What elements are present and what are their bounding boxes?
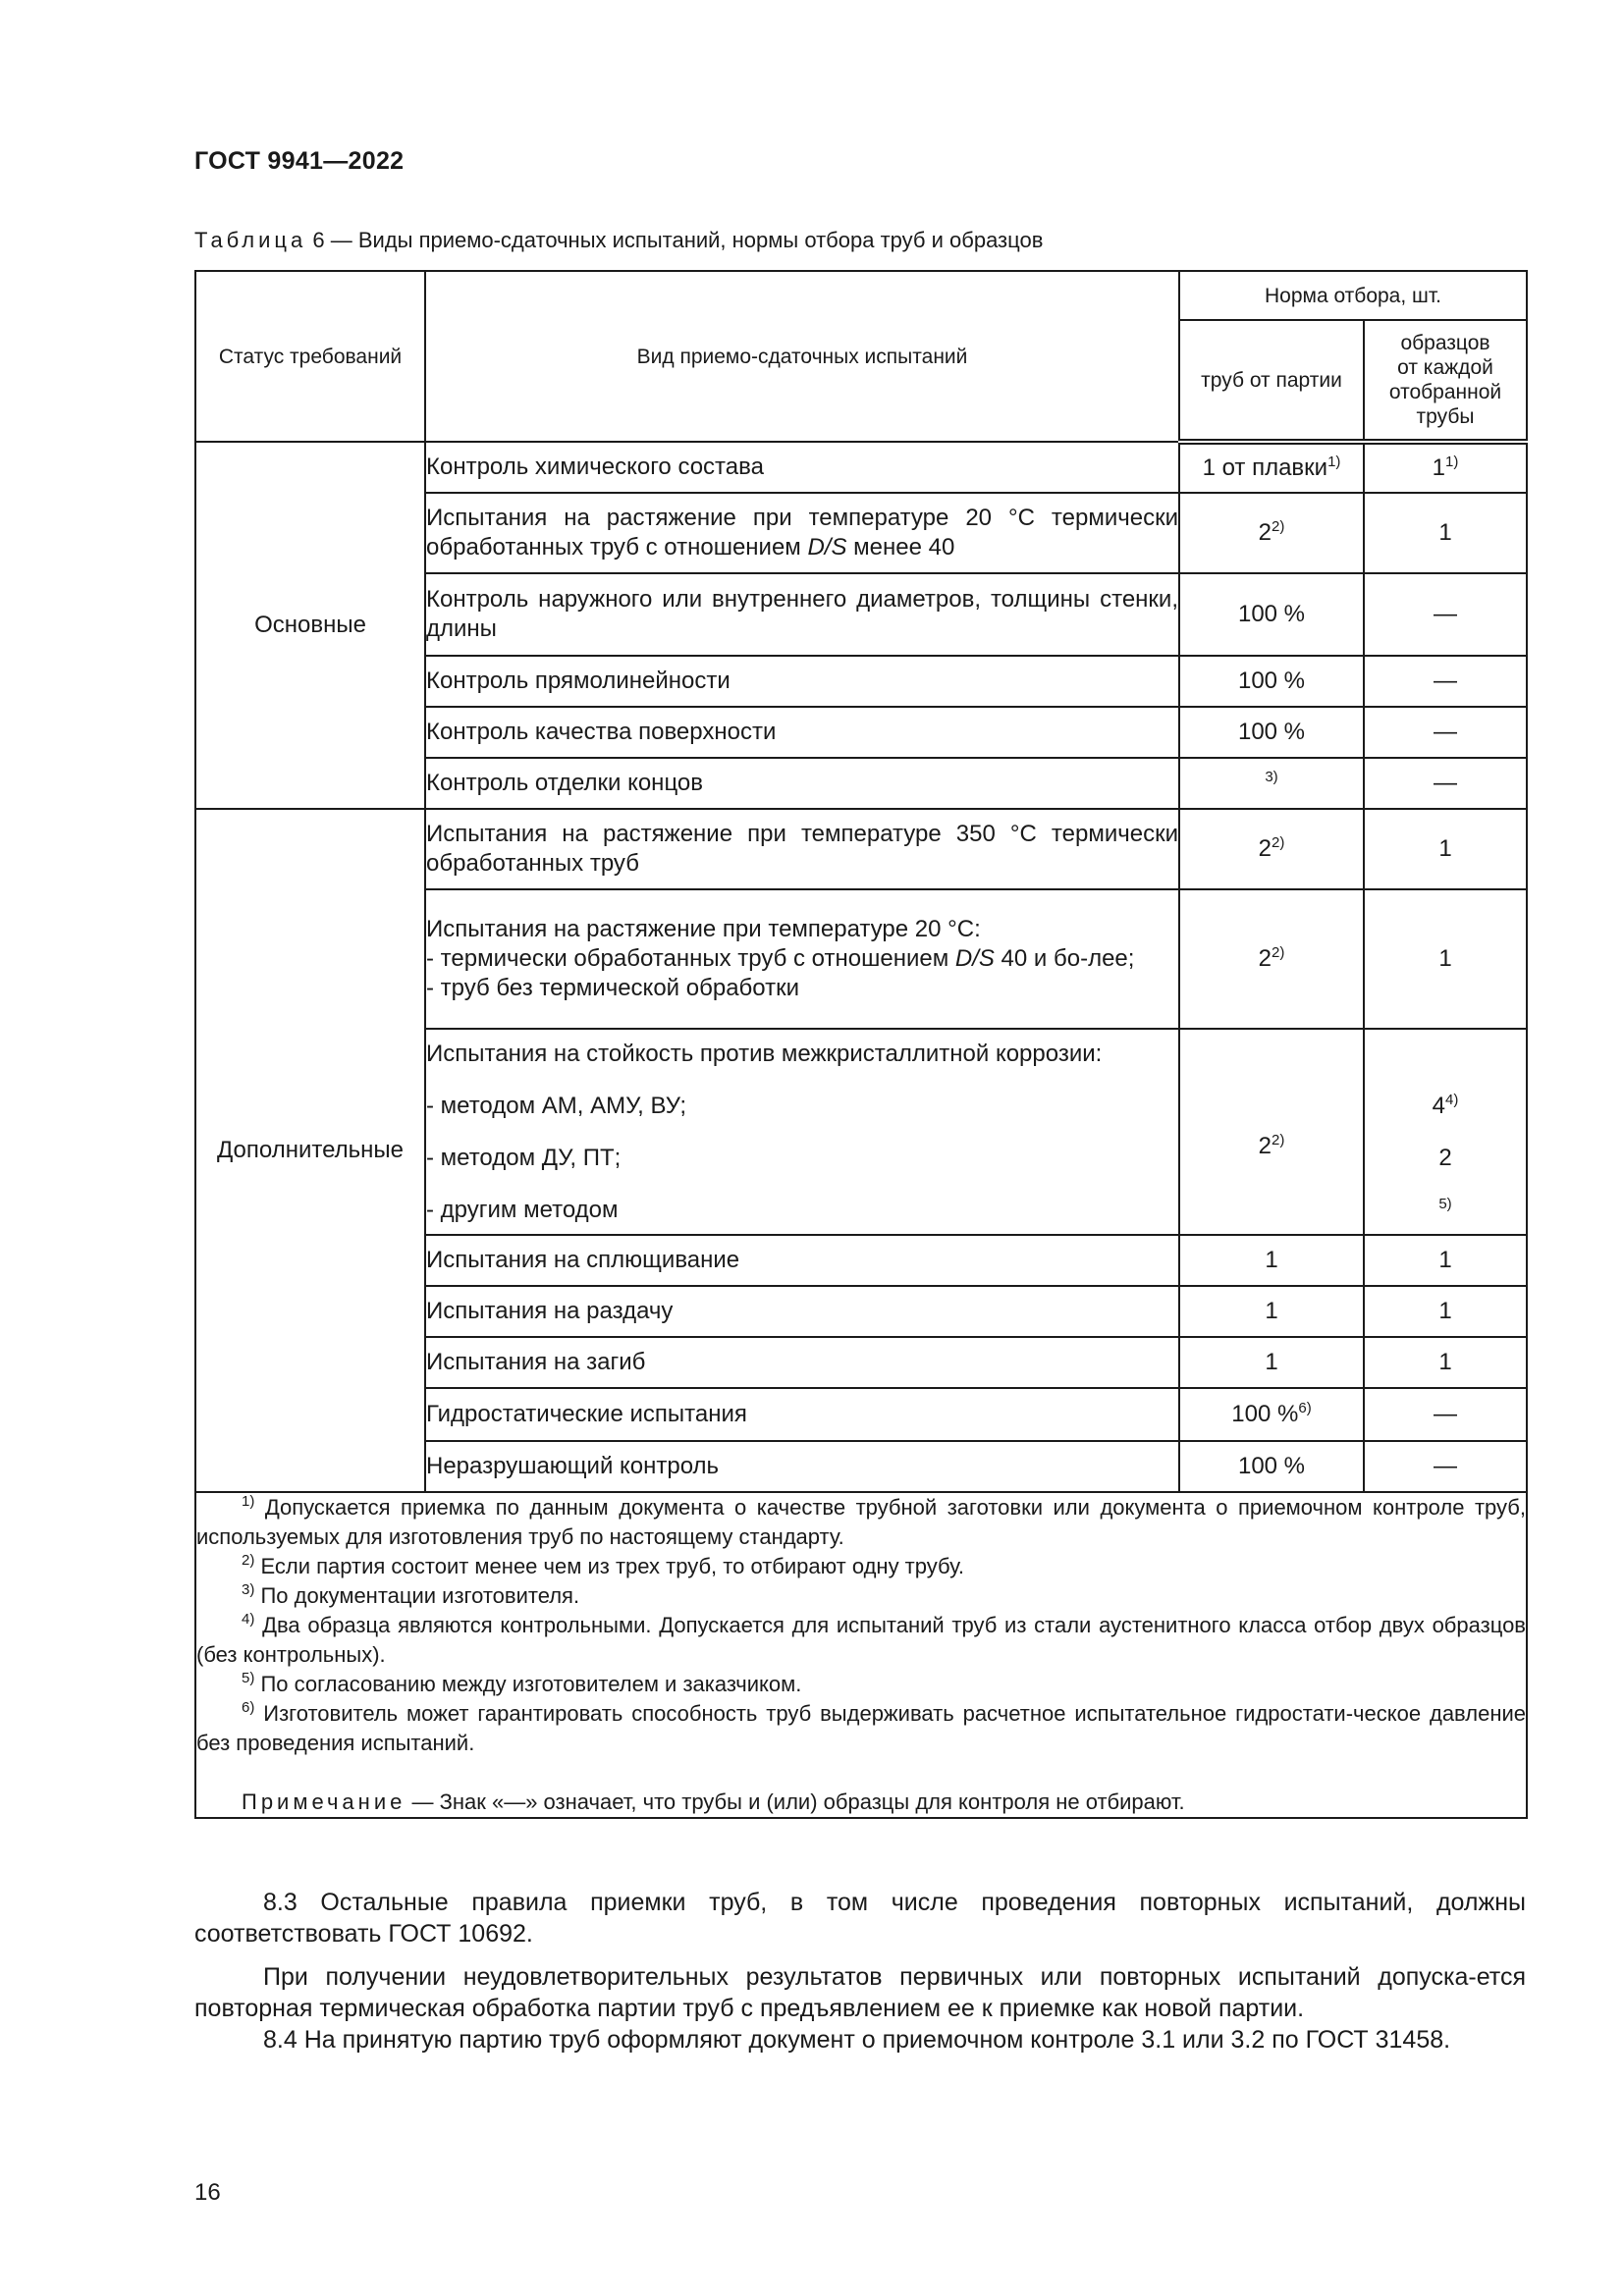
- samples-cell: 1: [1364, 1337, 1527, 1388]
- footnote: $^{4)}$ Два образца являются контрольными. Допускается для испытаний труб из стали аустенитного класса отбор двух образцов (без контрольных).: [196, 1611, 1526, 1667]
- paragraph: 8.3 Остальные правила приемки труб, в том числе проведения повторных испытаний, должны соответствовать ГОСТ 10692.: [194, 1889, 1526, 1948]
- pipes-cell: 1: [1179, 1337, 1364, 1388]
- samples-cell: —: [1364, 1441, 1527, 1492]
- footnote: $^{5)}$ По согласованию между изготовителем и заказчиком.: [242, 1670, 802, 1696]
- samples-cell: —: [1364, 656, 1527, 707]
- table-caption-prefix: Таблица: [194, 228, 307, 252]
- pipes-cell: 1: [1179, 1286, 1364, 1337]
- table-caption-text: 6 — Виды приемо-сдаточных испытаний, нормы отбора труб и образцов: [306, 228, 1044, 252]
- samples-cell: 1: [1364, 1235, 1527, 1286]
- header-samples-per-pipe: образцов от каждой отобранной трубы: [1364, 320, 1527, 442]
- test-kind-cell: Испытания на растяжение при температуре 20 °С термически обработанных труб с отношением D/S менее 40: [425, 493, 1179, 573]
- test-kind-cell: Испытания на растяжение при температуре 350 °С термически обработанных труб: [425, 809, 1179, 889]
- test-kind-cell: Испытания на растяжение при температуре 20 °С: - термически обработанных труб с отношением D/S 40 и бо-лее; - труб без термической обработки: [425, 889, 1179, 1029]
- footnotes-row: [195, 1492, 1527, 1818]
- footnote: $^{3)}$ По документации изготовителя.: [242, 1581, 580, 1608]
- pipes-cell: 3): [1179, 758, 1364, 809]
- header-status: Статус требований: [195, 271, 425, 442]
- samples-cell: 1$^{1)}$: [1364, 442, 1527, 493]
- footnote: $^{1)}$ Допускается приемка по данным документа о качестве трубной заготовки или документа о приемочном контроле труб, используемых для изготовления труб по настоящему стандарту.: [196, 1493, 1526, 1549]
- test-kind-cell: Неразрушающий контроль: [425, 1441, 1179, 1492]
- table-note: Примечание — Знак «—» означает, что трубы и (или) образцы для контроля не отбирают.: [242, 1789, 1185, 1814]
- pipes-cell: 100 %: [1179, 573, 1364, 656]
- acceptance-tests-table: [194, 270, 1528, 1819]
- group-basic: Основные: [195, 442, 425, 809]
- samples-cell: 1: [1364, 809, 1527, 889]
- test-kind-cell: Контроль химического состава: [425, 442, 1179, 493]
- document-header: ГОСТ 9941—2022: [194, 147, 405, 175]
- test-kind-cell: Испытания на раздачу: [425, 1286, 1179, 1337]
- test-kind-cell: Испытания на сплющивание: [425, 1235, 1179, 1286]
- header-test-kind: Вид приемо-сдаточных испытаний: [425, 271, 1179, 442]
- body-paragraphs: [194, 1887, 1526, 2056]
- table-row: [195, 809, 1527, 889]
- pipes-cell: 100 %: [1179, 656, 1364, 707]
- paragraph: 8.4 На принятую партию труб оформляют документ о приемочном контроле 3.1 или 3.2 по ГОСТ 31458.: [263, 2026, 1451, 2054]
- pipes-cell: 2$^{2)}$: [1179, 809, 1364, 889]
- header-sampling-norm: Норма отбора, шт.: [1179, 271, 1527, 320]
- samples-cell: —: [1364, 758, 1527, 809]
- samples-cell: —: [1364, 1388, 1527, 1441]
- table-row: [195, 442, 1527, 493]
- header-pipes-per-lot: труб от партии: [1179, 320, 1364, 442]
- test-kind-cell: Контроль наружного или внутреннего диаметров, толщины стенки, длины: [425, 573, 1179, 656]
- samples-cell: 1: [1364, 1286, 1527, 1337]
- test-kind-cell: Гидростатические испытания: [425, 1388, 1179, 1441]
- pipes-cell: 100 %: [1179, 1441, 1364, 1492]
- test-kind-cell: Испытания на стойкость против межкристаллитной коррозии: - методом АМ, АМУ, ВУ; - методом ДУ, ПТ; - другим методом: [425, 1029, 1179, 1235]
- group-additional: Дополнительные: [195, 809, 425, 1492]
- test-kind-cell: Контроль отделки концов: [425, 758, 1179, 809]
- pipes-cell: 1: [1179, 1235, 1364, 1286]
- test-kind-cell: Контроль прямолинейности: [425, 656, 1179, 707]
- pipes-cell: 2$^{2)}$: [1179, 889, 1364, 1029]
- samples-cell: 1: [1364, 493, 1527, 573]
- test-kind-cell: Испытания на загиб: [425, 1337, 1179, 1388]
- pipes-cell: 2$^{2)}$: [1179, 493, 1364, 573]
- pipes-cell: 2$^{2)}$: [1179, 1029, 1364, 1235]
- test-kind-cell: Контроль качества поверхности: [425, 707, 1179, 758]
- samples-cell: —: [1364, 573, 1527, 656]
- page-number: 16: [194, 2179, 221, 2206]
- pipes-cell: 1 от плавки$^{1)}$: [1179, 442, 1364, 493]
- table-header-row: [195, 271, 1527, 320]
- paragraph: При получении неудовлетворительных результатов первичных или повторных испытаний допуска-ется повторная термическая обработка партии труб с предъявлением ее к приемке как новой партии.: [194, 1963, 1526, 2022]
- samples-cell: 1: [1364, 889, 1527, 1029]
- footnote: $^{6)}$ Изготовитель может гарантировать способность труб выдерживать расчетное испытательное гидростати-ческое давление без проведения испытаний.: [196, 1699, 1526, 1755]
- samples-cell: 4$^{4)}$ 2 $^{5)}$: [1364, 1029, 1527, 1235]
- pipes-cell: 100 %: [1179, 707, 1364, 758]
- samples-cell: —: [1364, 707, 1527, 758]
- footnotes-cell: [195, 1492, 1527, 1818]
- footnote: $^{2)}$ Если партия состоит менее чем из трех труб, то отбирают одну трубу.: [242, 1552, 965, 1578]
- pipes-cell: 100 %$^{6)}$: [1179, 1388, 1364, 1441]
- table-caption: [194, 228, 1043, 253]
